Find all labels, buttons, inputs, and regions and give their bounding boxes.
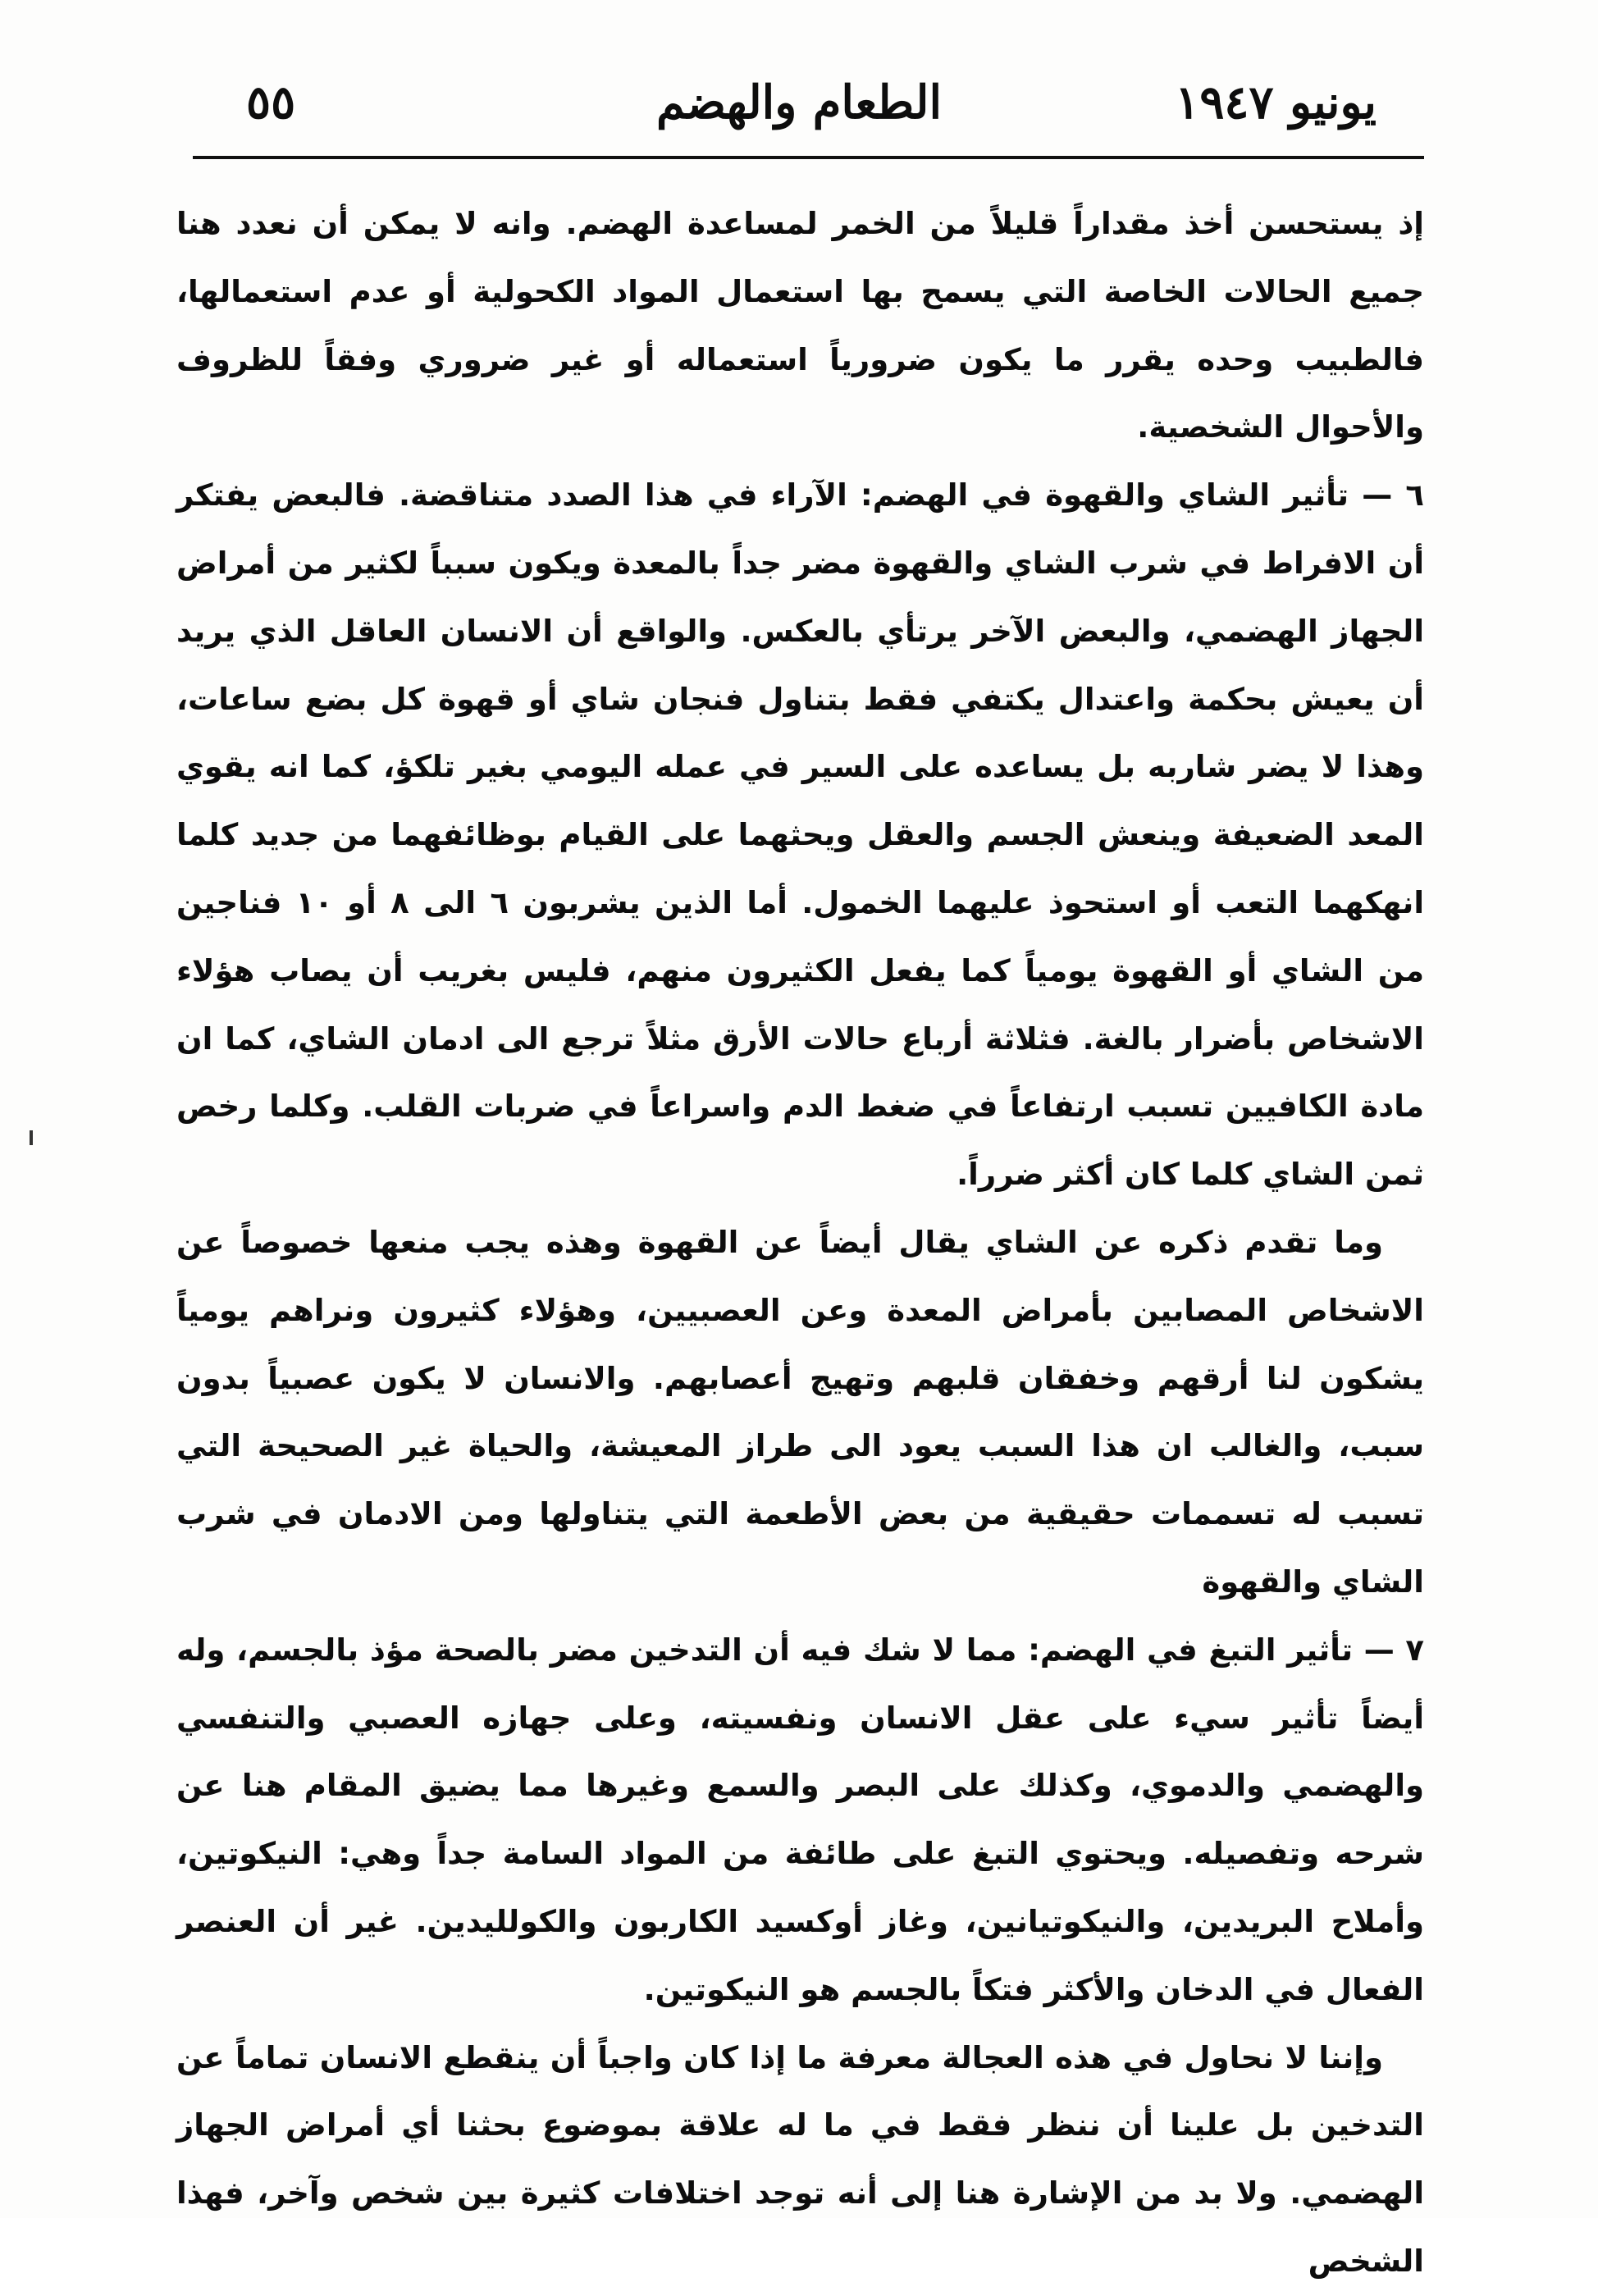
page-number: ٥٥ — [246, 75, 296, 130]
issue-date: يونيو ١٩٤٧ — [1175, 75, 1377, 130]
paragraph-alcohol-conclusion: إذ يستحسن أخذ مقداراً قليلاً من الخمر لمساعدة الهضم. وانه لا يمكن أن نعدد هنا جميع الحالات الخاصة التي يسمح بها استعمال المواد الكحولية أو عدم استعمالها، فالطبيب وحده يقرر ما يكون ضرورياً استعماله أو غير ضروري وفقاً للظروف والأحوال الشخصية. — [176, 206, 1424, 445]
paragraph-tobacco: ٧ — تأثير التبغ في الهضم: مما لا شك فيه أن التدخين مضر بالصحة مؤذ بالجسم، وله أيضاً تأثير سيء على عقل الانسان ونفسيته، وعلى جهازه العصبي والتنفسي والهضمي والدموي، وكذلك على البصر والسمع وغيرها مما يضيق المقام هنا عن شرحه وتفصيله. ويحتوي التبغ على طائفة من المواد السامة جداً وهي: النيكوتين، وأملاح البريدين، والنيكوتيانين، وغاز أوكسيد الكاربون والكولليدين. غير أن العنصر الفعال في الدخان والأكثر فتكاً بالجسم هو النيكوتين. — [176, 1632, 1424, 2007]
article-body — [176, 190, 1424, 2296]
page-header — [197, 75, 1401, 149]
paragraph-smoking-individual: وإننا لا نحاول في هذه العجالة معرفة ما إذا كان واجباً أن ينقطع الانسان تماماً عن التدخين بل علينا أن ننظر فقط في ما له علاقة بموضوع بحثنا أي أمراض الجهاز الهضمي. ولا بد من الإشارة هنا إلى أنه توجد اختلافات كثيرة بين شخص وآخر، فهذا الشخص — [176, 2039, 1424, 2279]
paragraph-tea-coffee: ٦ — تأثير الشاي والقهوة في الهضم: الآراء في هذا الصدد متناقضة. فالبعض يفتكر أن الافراط في شرب الشاي والقهوة مضر جداً بالمعدة ويكون سبباً لكثير من أمراض الجهاز الهضمي، والبعض الآخر يرتأي بالعكس. والواقع أن الانسان العاقل الذي يريد أن يعيش بحكمة واعتدال يكتفي فقط بتناول فنجان شاي أو قهوة كل بضع ساعات، وهذا لا يضر شاربه بل يساعده على السير في عمله اليومي بغير تلكؤ، كما انه يقوي المعد الضعيفة وينعش الجسم والعقل ويحثهما على القيام بوظائفهما من جديد كلما انهكهما التعب أو استحوذ عليهما الخمول. أما الذين يشربون ٦ الى ٨ أو ١٠ فناجين من الشاي أو القهوة يومياً كما يفعل الكثيرون منهم، فليس بغريب أن يصاب هؤلاء الاشخاص بأضرار بالغة. فثلاثة أرباع حالات الأرق مثلاً ترجع الى ادمان الشاي، كما ان مادة الكافيين تسبب ارتفاعاً في ضغط الدم واسراعاً في ضربات القلب. وكلما رخص ثمن الشاي كلما كان أكثر ضرراً. — [176, 477, 1425, 1193]
running-title: الطعام والهضم — [655, 75, 943, 130]
header-divider — [193, 156, 1424, 159]
margin-mark — [30, 1130, 33, 1145]
paragraph-coffee-nerves: وما تقدم ذكره عن الشاي يقال أيضاً عن القهوة وهذه يجب منعها خصوصاً عن الاشخاص المصابين بأمراض المعدة وعن العصبيين، وهؤلاء كثيرون ونراهم يومياً يشكون لنا أرقهم وخفقان قلبهم وتهيج أعصابهم. والانسان لا يكون عصبياً بدون سبب، والغالب ان هذا السبب يعود الى طراز المعيشة، والحياة غير الصحيحة التي تسبب له تسممات حقيقية من بعض الأطعمة التي يتناولها ومن الادمان في شرب الشاي والقهوة — [176, 1224, 1424, 1600]
